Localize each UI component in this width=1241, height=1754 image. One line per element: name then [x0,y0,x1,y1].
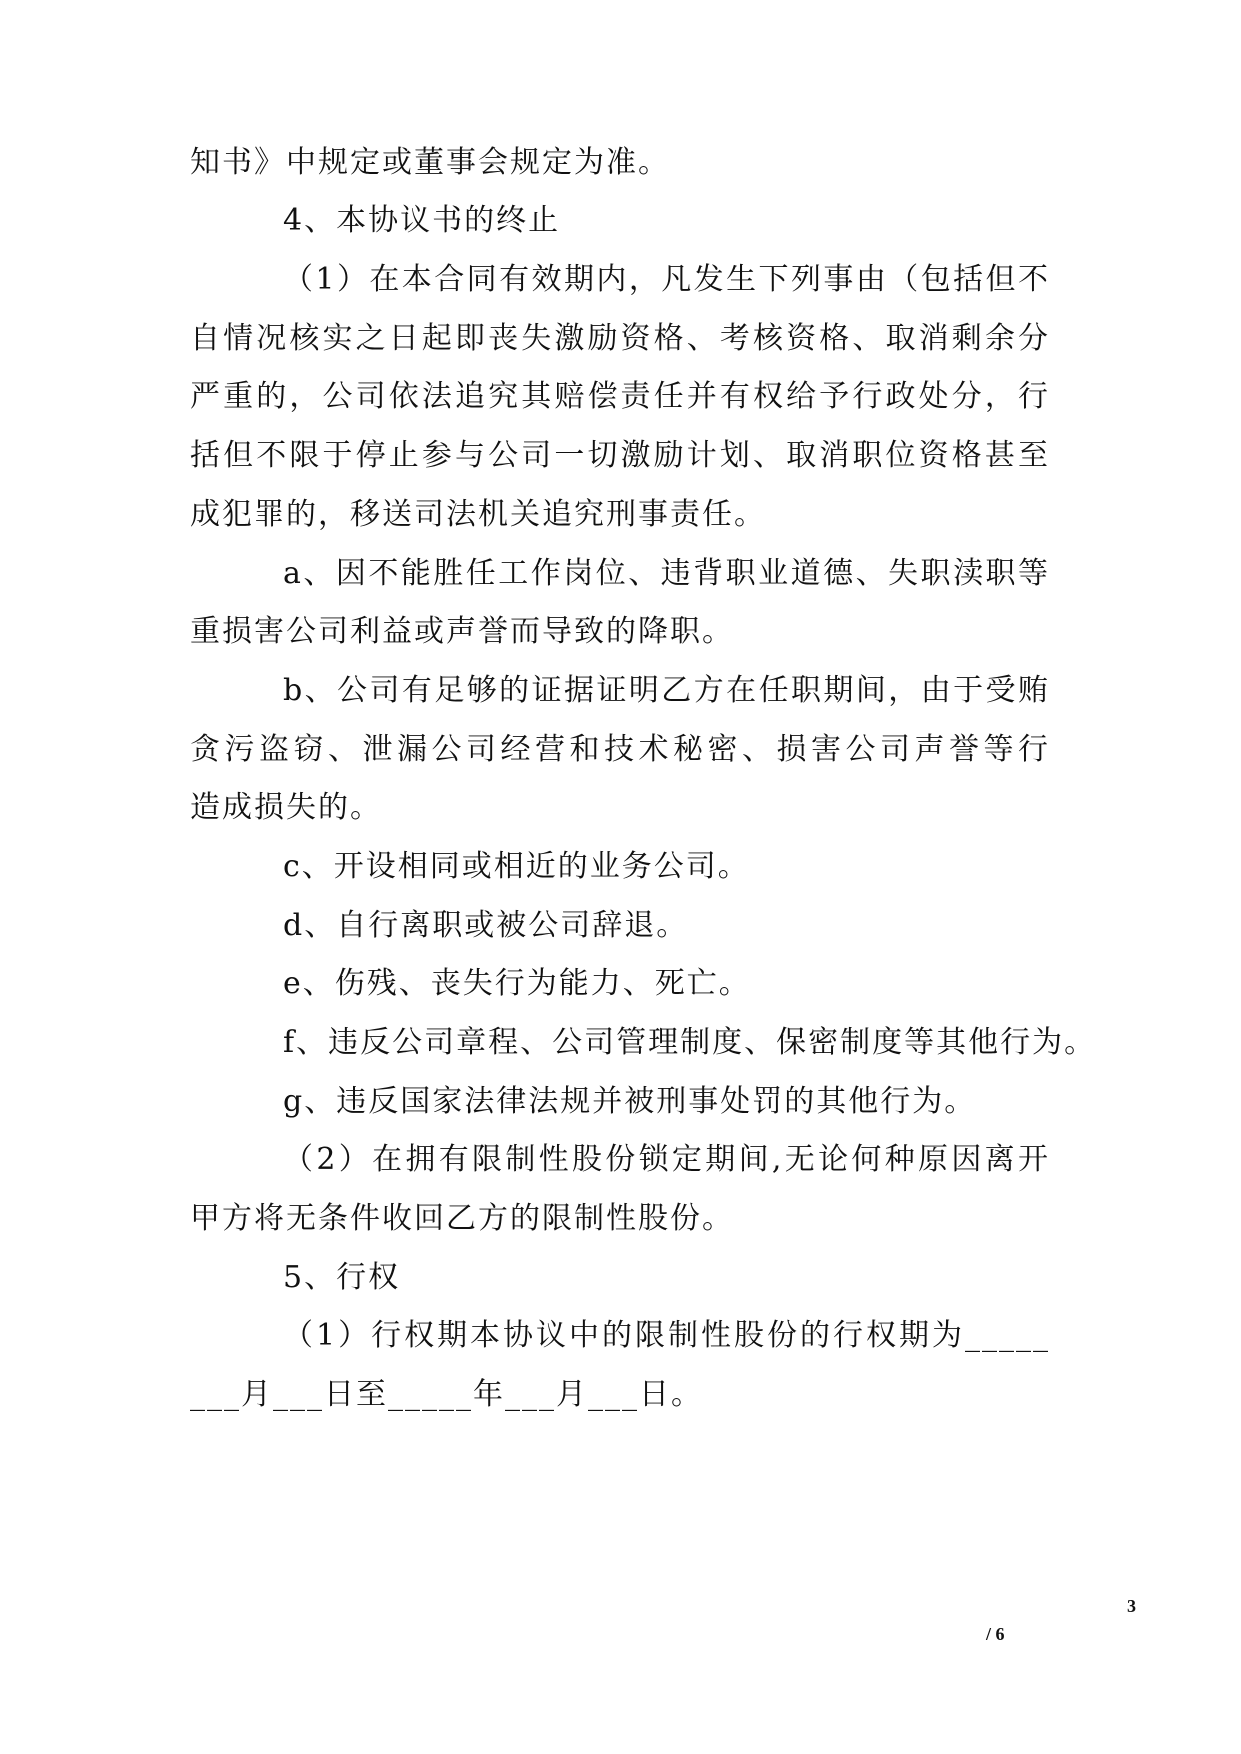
item-e: e、伤残、丧失行为能力、死亡。 [283,966,751,1001]
text-line-6: 括但不限于停止参与公司一切激励计划、取消职位资格甚至 [190,438,1050,473]
clause-2-line-2: 甲方将无条件收回乙方的限制性股份。 [190,1201,734,1236]
text-line-3: （1）在本合同有效期内，凡发生下列事由（包括但不 [283,262,1050,297]
page-number: 3 [1127,1596,1136,1616]
item-b-line-3: 造成损失的。 [190,790,382,825]
clause-2-line-1: （2）在拥有限制性股份锁定期间,无论何种原因离开 [283,1142,1050,1177]
section-heading-4: 4、本协议书的终止 [283,203,561,238]
text-line-7: 成犯罪的，移送司法机关追究刑事责任。 [190,497,766,532]
item-d: d、自行离职或被公司辞退。 [283,908,689,943]
text-line-1: 知书》中规定或董事会规定为准。 [190,145,670,180]
item-b-line-2: 贪污盗窃、泄漏公司经营和技术秘密、损害公司声誉等行 [190,732,1050,767]
exercise-period-line-1: （1）行权期本协议中的限制性股份的行权期为_____ [283,1318,1050,1353]
text-line-4: 自情况核实之日起即丧失激励资格、考核资格、取消剩余分 [190,321,1050,356]
exercise-period-line-2: ___月___日至_____年___月___日。 [190,1377,703,1412]
section-heading-5: 5、行权 [283,1260,401,1295]
item-a-line-2: 重损害公司利益或声誉而导致的降职。 [190,614,734,649]
item-a-line-1: a、因不能胜任工作岗位、违背职业道德、失职渎职等 [283,556,1050,591]
text-line-5: 严重的，公司依法追究其赔偿责任并有权给予行政处分，行 [190,379,1050,414]
item-b-line-1: b、公司有足够的证据证明乙方在任职期间，由于受贿 [283,673,1050,708]
page-total: / 6 [986,1624,1005,1644]
item-f: f、违反公司章程、公司管理制度、保密制度等其他行为。 [283,1025,1097,1060]
item-c: c、开设相同或相近的业务公司。 [283,849,750,884]
item-g: g、违反国家法律法规并被刑事处罚的其他行为。 [283,1084,977,1119]
